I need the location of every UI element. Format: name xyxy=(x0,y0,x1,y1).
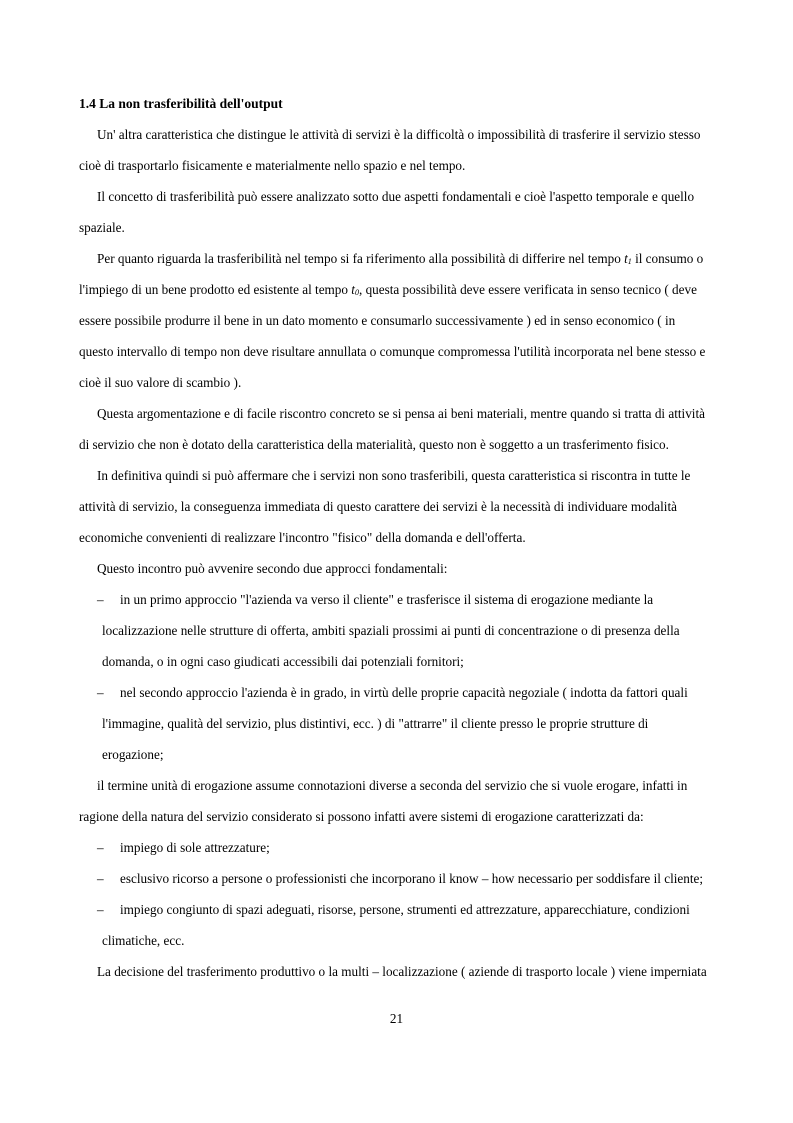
p3-l2-sub: 0 xyxy=(354,288,359,297)
list2-item-2: esclusivo ricorso a persone o professionisti che incorporano il know – how necessario per soddisfare il cliente; xyxy=(120,871,704,886)
p3-l2-text-a: l'impiego di un bene prodotto ed esistente al tempo xyxy=(79,282,352,297)
list2-item-1: impiego di sole attrezzature; xyxy=(120,840,270,855)
paragraph-3-line-1 xyxy=(97,251,703,270)
paragraph-4-line-1: Questa argomentazione e di facile riscontro concreto se si pensa ai beni materiali, mentre quando si tratta di attività xyxy=(97,406,705,421)
paragraph-5-line-2: attività di servizio, la conseguenza immediata di questo carattere dei servizi è la necessità di individuare modalità xyxy=(79,499,677,514)
paragraph-2-line-1: Il concetto di trasferibilità può essere analizzato sotto due aspetti fondamentali e cioè l'aspetto temporale e quello xyxy=(97,189,695,204)
list2-item-3-cont: climatiche, ecc. xyxy=(102,933,185,948)
paragraph-6: Questo incontro può avvenire secondo due approcci fondamentali: xyxy=(97,561,448,576)
paragraph-5-line-1: In definitiva quindi si può affermare che i servizi non sono trasferibili, questa caratteristica si riscontra in tutte le xyxy=(97,468,691,483)
paragraph-5-line-3: economiche convenienti di realizzare l'incontro "fisico" della domanda e dell'offerta. xyxy=(79,530,526,545)
paragraph-3-line-5: cioè il suo valore di scambio ). xyxy=(79,375,242,390)
list2-dash-2: – xyxy=(97,871,104,886)
paragraph-3-line-4: questo intervallo di tempo non deve risultare annullata o comunque compromessa l'utilità incorporata nel bene stesso e xyxy=(79,344,706,359)
list2-dash-3: – xyxy=(97,902,104,917)
list2-dash-1: – xyxy=(97,840,104,855)
p3-l1-sub: 1 xyxy=(627,257,632,266)
paragraph-1-line-2: cioè di trasportarlo fisicamente e materialmente nello spazio e nel tempo. xyxy=(79,158,466,173)
list1-dash-1: – xyxy=(97,592,104,607)
paragraph-7-line-1: il termine unità di erogazione assume connotazioni diverse a seconda del servizio che si vuole erogare, infatti in xyxy=(97,778,688,793)
paragraph-4-line-2: di servizio che non è dotato della caratteristica della materialità, questo non è soggetto a un trasferimento fisico. xyxy=(79,437,669,452)
paragraph-1-line-1: Un' altra caratteristica che distingue le attività di servizi è la difficoltà o impossibilità di trasferire il servizio stesso xyxy=(97,127,701,142)
p3-l2-text-b: , questa possibilità deve essere verificata in senso tecnico ( deve xyxy=(358,282,697,297)
list1-item-1-cont-1: localizzazione nelle strutture di offerta, ambiti spaziali prossimi ai punti di concentrazione o di presenza della xyxy=(102,623,680,638)
page-number: 21 xyxy=(389,1011,404,1026)
p3-l2-t: t xyxy=(351,282,355,297)
list2-item-3: impiego congiunto di spazi adeguati, risorse, persone, strumenti ed attrezzature, apparecchiature, condizioni xyxy=(120,902,690,917)
list1-item-2: nel secondo approccio l'azienda è in grado, in virtù delle proprie capacità negoziale ( indotta da fattori quali xyxy=(120,685,688,700)
paragraph-3-line-3: essere possibile produrre il bene in un dato momento e consumarlo successivamente ) ed in senso economico ( in xyxy=(79,313,676,328)
p3-l1-t: t xyxy=(624,251,628,266)
paragraph-7-line-2: ragione della natura del servizio considerato si possono infatti avere sistemi di erogazione caratterizzati da: xyxy=(79,809,644,824)
list1-item-1-cont-2: domanda, o in ogni caso giudicati accessibili dai potenziali fornitori; xyxy=(102,654,464,669)
paragraph-2-line-2: spaziale. xyxy=(79,220,125,235)
list1-item-2-cont-1: l'immagine, qualità del servizio, plus distintivi, ecc. ) di "attrarre" il cliente presso le proprie strutture di xyxy=(102,716,649,731)
paragraph-3-line-2 xyxy=(79,282,697,301)
p3-l1-text-b: il consumo o xyxy=(631,251,704,266)
list1-item-2-cont-2: erogazione; xyxy=(102,747,164,762)
list1-item-1: in un primo approccio "l'azienda va verso il cliente" e trasferisce il sistema di erogazione mediante la xyxy=(120,592,654,607)
p3-l1-text-a: Per quanto riguarda la trasferibilità nel tempo si fa riferimento alla possibilità di differire nel tempo xyxy=(97,251,625,266)
list1-dash-2: – xyxy=(97,685,104,700)
section-heading: 1.4 La non trasferibilità dell'output xyxy=(79,96,283,111)
paragraph-8-line-1: La decisione del trasferimento produttivo o la multi – localizzazione ( aziende di trasporto locale ) viene imperniata xyxy=(97,964,707,979)
